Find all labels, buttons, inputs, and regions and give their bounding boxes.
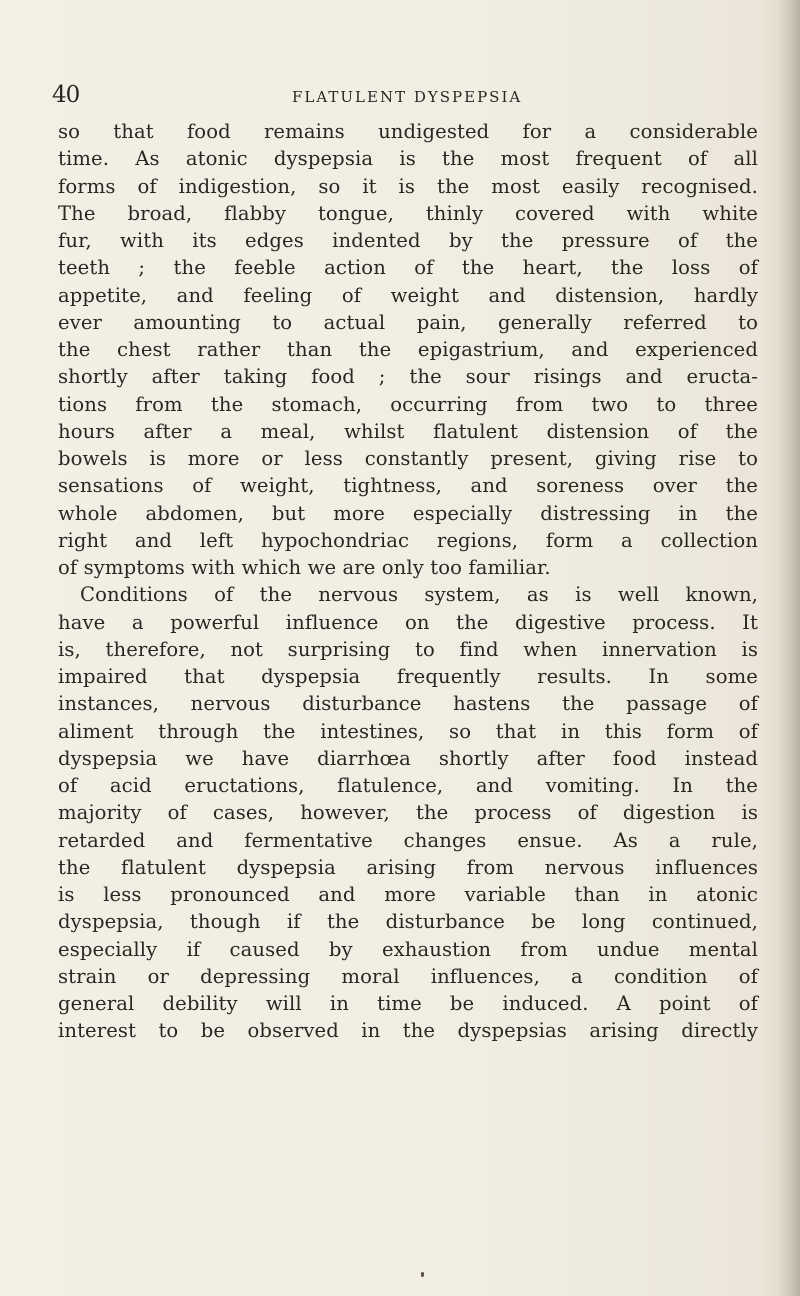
text-line: sensations of weight, tightness, and soreness over the [58, 474, 758, 498]
text-line: hours after a meal, whilst flatulent distension of the [58, 419, 758, 443]
text-line: interest to be observed in the dyspepsias arising directly [58, 1019, 758, 1043]
text-line: strain or depressing moral influences, a condition of [58, 964, 758, 988]
text-line: general debility will in time be induced. A point of [58, 992, 758, 1015]
text-line: instances, nervous disturbance hastens the passage of [58, 692, 758, 716]
text-line: so that food remains undigested for a considerable [58, 120, 758, 143]
page-edge-shadow [778, 0, 800, 1296]
page-header [52, 82, 752, 112]
text-line: is, therefore, not surprising to find when innervation is [58, 637, 758, 661]
text-line: impaired that dyspepsia frequently results. In some [58, 665, 758, 688]
running-title: FLATULENT DYSPEPSIA [292, 88, 523, 106]
text-line: the chest rather than the epigastrium, and experienced [58, 338, 758, 361]
text-line: dyspepsia we have diarrhœa shortly after food instead [58, 746, 758, 770]
text-line: aliment through the intestines, so that in this form of [58, 719, 758, 743]
text-line: teeth ; the feeble action of the heart, the loss of [58, 256, 758, 280]
text-line: forms of indigestion, so it is the most easily recognised. [58, 174, 758, 198]
text-line: time. As atonic dyspepsia is the most frequent of all [58, 147, 758, 171]
text-line: retarded and fermentative changes ensue. As a rule, [58, 828, 758, 852]
text-line: appetite, and feeling of weight and distension, hardly [58, 283, 758, 307]
text-line: right and left hypochondriac regions, form a collection [58, 528, 758, 552]
text-line: shortly after taking food ; the sour risings and eructa- [58, 365, 758, 389]
text-line: Conditions of the nervous system, as is well known, [80, 583, 758, 607]
ink-speck [421, 1272, 424, 1277]
text-line: whole abdomen, but more especially distressing in the [58, 501, 758, 525]
text-line: ever amounting to actual pain, generally referred to [58, 310, 758, 334]
text-line: tions from the stomach, occurring from two to three [58, 392, 758, 416]
text-line: is less pronounced and more variable than in atonic [58, 883, 758, 906]
text-line: of acid eructations, flatulence, and vomiting. In the [58, 774, 758, 797]
text-line: have a powerful influence on the digestive process. It [58, 610, 758, 634]
text-line: dyspepsia, though if the disturbance be long continued, [58, 910, 758, 934]
text-line: bowels is more or less constantly present, giving rise to [58, 447, 758, 470]
text-line: the flatulent dyspepsia arising from nervous influences [58, 855, 758, 879]
body-text [58, 118, 758, 1045]
text-line: majority of cases, however, the process of digestion is [58, 801, 758, 825]
text-line: The broad, flabby tongue, thinly covered with white [58, 201, 758, 225]
page-number: 40 [52, 82, 80, 108]
text-line: especially if caused by exhaustion from undue mental [58, 937, 758, 961]
text-line: of symptoms with which we are only too familiar. [58, 556, 551, 579]
text-line: fur, with its edges indented by the pressure of the [58, 229, 758, 252]
